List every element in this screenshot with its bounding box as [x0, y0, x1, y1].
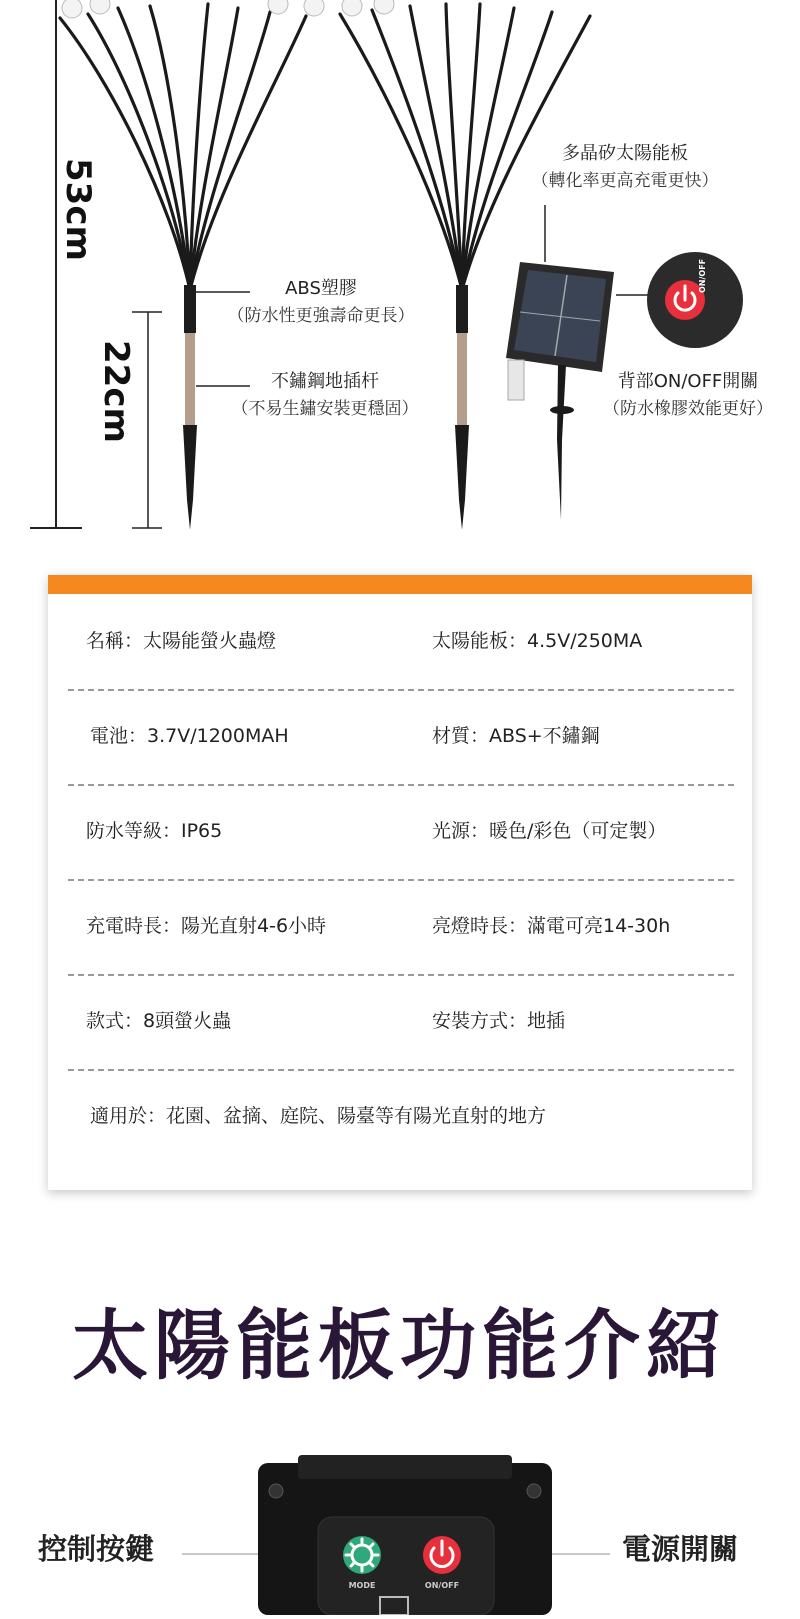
lamp-1-abs-joint: [184, 285, 196, 333]
callout-stake-title: 不鏽鋼地插杆: [271, 371, 379, 392]
spec-row: [48, 594, 752, 689]
switch-icon-label: ON/OFF: [698, 258, 707, 293]
overall-height-label: 53cm: [58, 158, 98, 261]
spec-card-accent-bar: [48, 575, 752, 594]
spec-light-source: 光源：暖色/彩色（可定製）: [432, 820, 667, 842]
spec-row: [48, 1069, 752, 1164]
lamp-1-steel-stake: [185, 333, 195, 425]
spec-charge-time: 充電時長：陽光直射4-6小時: [86, 915, 327, 937]
lamp-diagram: [0, 0, 800, 545]
callout-panel-title: 多晶矽太陽能板: [562, 143, 688, 164]
callout-abs-title: ABS塑膠: [285, 278, 357, 299]
callout-stake-sub: （不易生鏽安裝更穩固）: [231, 398, 419, 419]
overall-dimension-line: [30, 0, 82, 528]
callout-stake: [220, 368, 430, 422]
callout-panel-sub: （轉化率更高充電更快）: [531, 170, 719, 191]
callout-abs-sub: （防水性更強壽命更長）: [227, 305, 415, 326]
spec-row: [48, 974, 752, 1069]
stake-height-label: 22cm: [96, 340, 136, 443]
spec-style: 款式：8頭螢火蟲: [86, 1010, 232, 1032]
lamp-1-spike: [183, 425, 197, 530]
callout-abs: [216, 275, 426, 329]
onoff-button-label: ON/OFF: [424, 1581, 460, 1590]
mode-button-label: MODE: [348, 1581, 376, 1590]
spec-solar-panel: 太陽能板：4.5V/250MA: [432, 630, 643, 652]
spec-light-time: 亮燈時長：滿電可亮14-30h: [432, 915, 671, 937]
callout-switch-title: 背部ON/OFF開關: [617, 371, 759, 392]
spec-card: [48, 575, 752, 1190]
lamp-2-bulbs: [342, 0, 394, 16]
section-title: 太陽能板功能介紹: [72, 1301, 728, 1390]
spec-battery: 電池：3.7V/1200MAH: [90, 725, 289, 747]
control-button-label: 控制按鍵: [38, 1532, 155, 1566]
lamp-2-abs-joint: [456, 285, 468, 333]
lamp-1-bulbs: [62, 0, 324, 18]
solar-box-body: [258, 1455, 552, 1615]
switch-closeup-icon: [647, 252, 743, 348]
power-switch-label: 電源開關: [622, 1532, 739, 1566]
spec-usage: 適用於：花園、盆摘、庭院、陽臺等有陽光直射的地方: [90, 1105, 547, 1127]
lamp-2-steel-stake: [457, 333, 467, 425]
callout-switch-sub: （防水橡膠效能更好）: [603, 398, 773, 419]
product-illustration: [0, 0, 800, 545]
spec-name: 名稱：太陽能螢火蟲燈: [86, 630, 277, 652]
callout-panel: [520, 140, 730, 194]
stake-dimension-line: [132, 312, 162, 528]
callout-switch: [598, 368, 778, 422]
gear-icon: [343, 1536, 381, 1574]
spec-row: [48, 784, 752, 879]
lamp-2-spike: [455, 425, 469, 530]
solar-box-image: [258, 1455, 552, 1615]
spec-material: 材質：ABS+不鏽鋼: [432, 725, 600, 747]
power-icon: [423, 1536, 461, 1574]
spec-row: [48, 879, 752, 974]
spec-install: 安裝方式：地插: [432, 1010, 566, 1032]
spec-waterproof: 防水等級：IP65: [86, 820, 223, 842]
spec-row: [48, 689, 752, 784]
